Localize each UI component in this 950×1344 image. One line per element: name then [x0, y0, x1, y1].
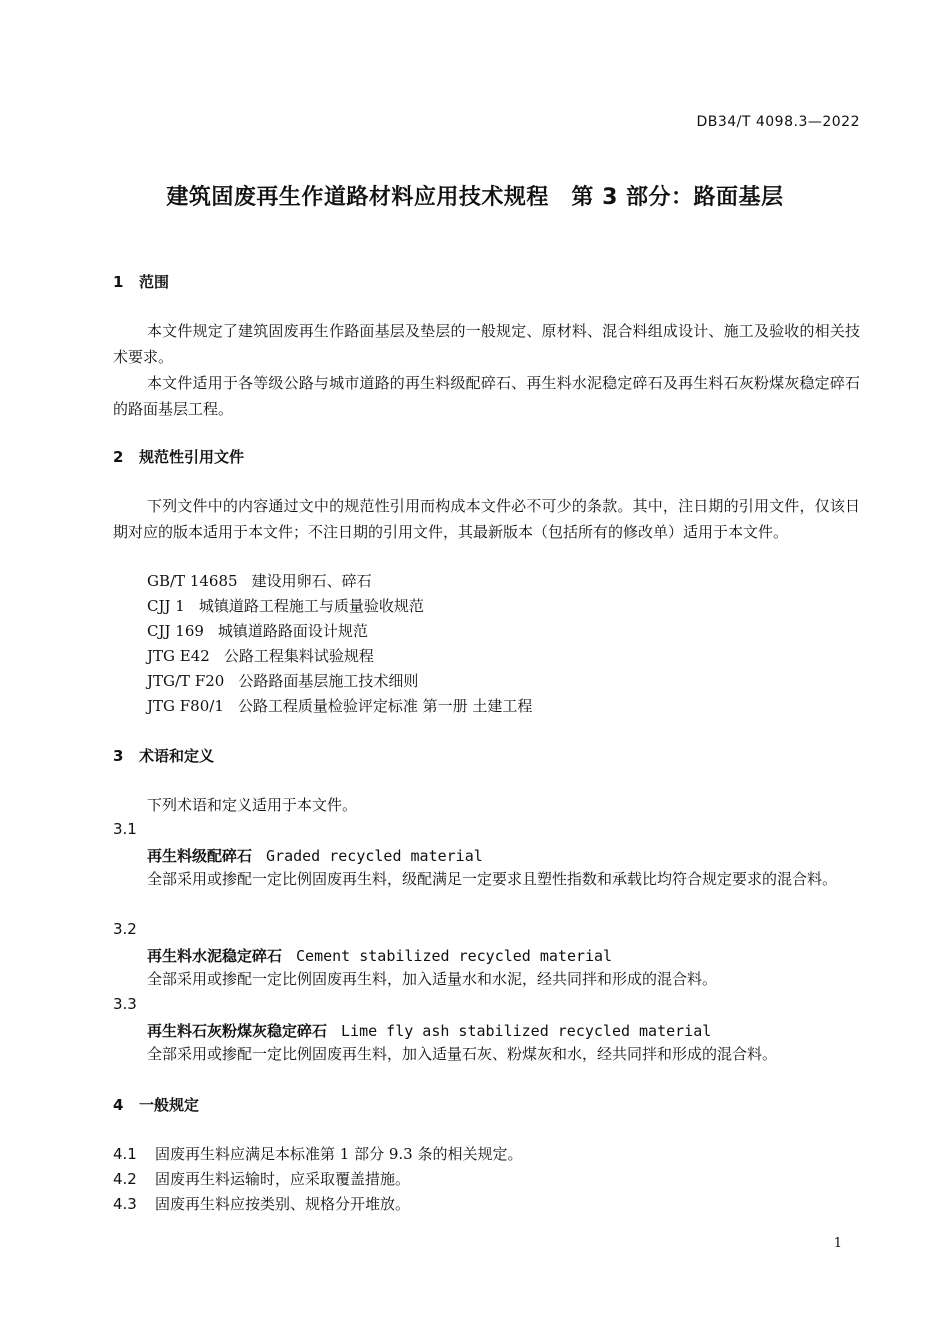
document-code: DB34/T 4098.3—2022	[696, 114, 860, 130]
clause-number: 4.3	[113, 1195, 137, 1213]
reference-code: CJJ 1	[147, 597, 185, 615]
reference-title: 公路路面基层施工技术细则	[238, 672, 419, 690]
section-number: 1	[113, 273, 124, 291]
section-number: 3	[113, 747, 124, 765]
clause-number: 4.2	[113, 1170, 137, 1188]
section-4-heading	[113, 1094, 199, 1115]
section-title: 术语和定义	[139, 747, 215, 765]
reference-title: 城镇道路路面设计规范	[217, 622, 368, 640]
section-1-paragraph-2: 本文件适用于各等级公路与城市道路的再生料级配碎石、再生料水泥稳定碎石及再生料石灰粉煤灰稳定碎石的路面基层工程。	[113, 374, 860, 418]
term-number: 3.2	[113, 920, 137, 938]
term-heading	[147, 1020, 711, 1041]
reference-title: 公路工程质量检验评定标准 第一册 土建工程	[237, 697, 533, 715]
section-number: 2	[113, 448, 124, 466]
term-heading	[147, 845, 483, 866]
term-english: Lime fly ash stabilized recycled material	[341, 1022, 712, 1040]
term-number: 3.1	[113, 820, 137, 838]
section-3-heading	[113, 745, 214, 766]
term-definition: 全部采用或掺配一定比例固废再生料，加入适量水和水泥，经共同拌和形成的混合料。	[147, 970, 718, 988]
page-number: 1	[833, 1236, 842, 1251]
term-english: Cement stabilized recycled material	[296, 947, 613, 965]
clause-text: 固废再生料运输时，应采取覆盖措施。	[155, 1170, 411, 1188]
reference-title: 建设用卵石、碎石	[251, 572, 372, 590]
reference-item	[147, 695, 532, 716]
document-title: 建筑固废再生作道路材料应用技术规程 第 3 部分：路面基层	[166, 185, 784, 210]
clause-text: 固废再生料应按类别、规格分开堆放。	[155, 1195, 411, 1213]
clause-text: 固废再生料应满足本标准第 1 部分 9.3 条的相关规定。	[155, 1145, 523, 1163]
section-1-paragraph-1: 本文件规定了建筑固废再生作路面基层及垫层的一般规定、原材料、混合料组成设计、施工及验收的相关技术要求。	[113, 322, 860, 366]
reference-item	[147, 645, 374, 666]
term-chinese: 再生料水泥稳定碎石	[147, 947, 283, 965]
section-1-heading	[113, 271, 169, 292]
reference-item	[147, 595, 424, 616]
reference-item	[147, 670, 418, 691]
reference-code: JTG E42	[147, 647, 210, 665]
reference-code: JTG/T F20	[147, 672, 225, 690]
term-number: 3.3	[113, 995, 137, 1013]
term-definition: 全部采用或掺配一定比例固废再生料，级配满足一定要求且塑性指数和承载比均符合规定要求的混合料。	[147, 870, 838, 888]
section-2-intro: 下列文件中的内容通过文中的规范性引用而构成本文件必不可少的条款。其中，注日期的引用文件，仅该日期对应的版本适用于本文件；不注日期的引用文件，其最新版本（包括所有的修改单）适用于本文件。	[113, 497, 860, 541]
clause-number: 4.1	[113, 1145, 137, 1163]
term-definition: 全部采用或掺配一定比例固废再生料，加入适量石灰、粉煤灰和水，经共同拌和形成的混合料。	[147, 1045, 778, 1063]
section-3-intro: 下列术语和定义适用于本文件。	[147, 796, 358, 814]
reference-item	[147, 570, 372, 591]
reference-code: JTG F80/1	[147, 697, 224, 715]
reference-code: CJJ 169	[147, 622, 204, 640]
reference-item	[147, 620, 368, 641]
section-title: 范围	[139, 273, 170, 291]
clause-item	[113, 1168, 410, 1189]
reference-code: GB/T 14685	[147, 572, 238, 590]
term-heading	[147, 945, 612, 966]
reference-title: 公路工程集料试验规程	[223, 647, 374, 665]
clause-item	[113, 1143, 522, 1164]
reference-title: 城镇道路工程施工与质量验收规范	[198, 597, 424, 615]
section-number: 4	[113, 1096, 124, 1114]
section-title: 一般规定	[139, 1096, 200, 1114]
term-chinese: 再生料石灰粉煤灰稳定碎石	[147, 1022, 328, 1040]
term-chinese: 再生料级配碎石	[147, 847, 253, 865]
section-2-heading	[113, 446, 244, 467]
term-english: Graded recycled material	[266, 847, 483, 865]
section-title: 规范性引用文件	[139, 448, 245, 466]
clause-item	[113, 1193, 410, 1214]
